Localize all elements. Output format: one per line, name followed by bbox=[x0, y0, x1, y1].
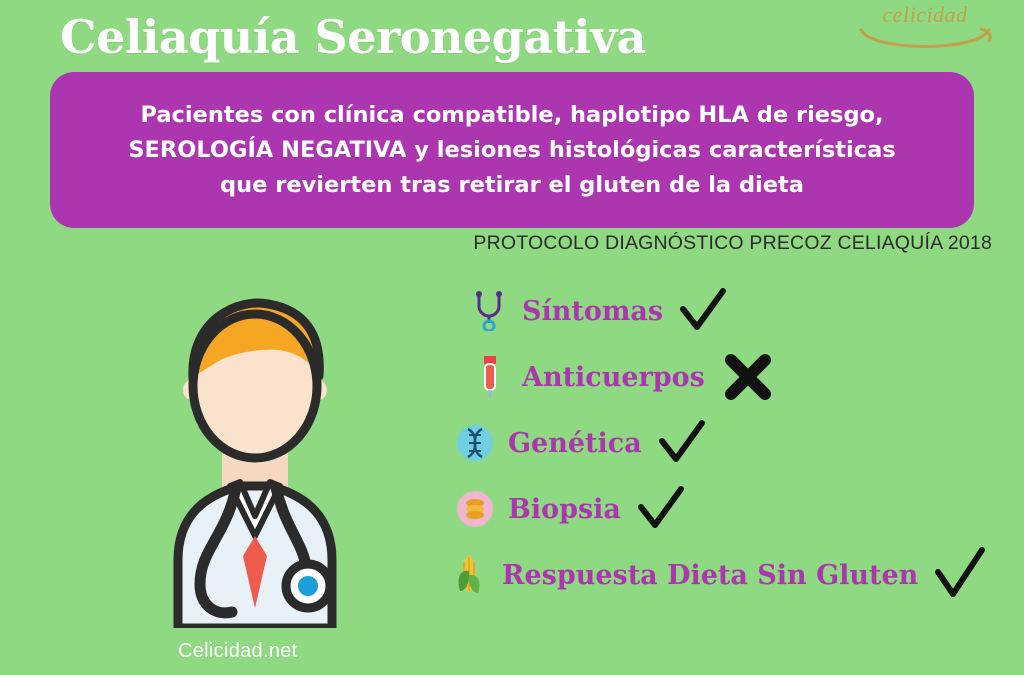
doctor-illustration bbox=[90, 268, 420, 628]
protocol-caption: PROTOCOLO DIAGNÓSTICO PRECOZ CELIAQUÍA 2018 bbox=[473, 232, 992, 254]
checklist-label: Síntomas bbox=[522, 295, 664, 327]
corn-icon bbox=[446, 553, 492, 597]
checklist-item-respuesta-dieta bbox=[446, 544, 1012, 606]
biopsy-sample-icon bbox=[452, 490, 498, 528]
definition-line-3: que revierten tras retirar el gluten de la dieta bbox=[220, 171, 804, 198]
check-mark-icon bbox=[677, 285, 729, 337]
check-mark-icon bbox=[635, 483, 687, 535]
checklist-item-sintomas bbox=[466, 280, 1012, 342]
checklist-label: Genética bbox=[508, 427, 642, 459]
checklist-label: Respuesta Dieta Sin Gluten bbox=[502, 559, 919, 591]
footer-site-label: Celicidad.net bbox=[178, 640, 298, 662]
definition-line-2: SEROLOGÍA NEGATIVA y lesiones histológicas características bbox=[128, 136, 896, 163]
checklist-item-anticuerpos bbox=[466, 346, 1012, 408]
definition-line-1: Pacientes con clínica compatible, haplotipo HLA de riesgo, bbox=[140, 101, 884, 128]
checklist-label: Anticuerpos bbox=[522, 361, 705, 393]
check-mark-icon bbox=[932, 546, 988, 604]
checklist-item-biopsia bbox=[452, 478, 1012, 540]
page-title: Celiaquía Seronegativa bbox=[60, 10, 646, 64]
blood-tube-icon bbox=[466, 354, 512, 400]
checklist-item-genetica bbox=[452, 412, 1012, 474]
checklist-label: Biopsia bbox=[508, 493, 621, 525]
celicidad-logo bbox=[850, 2, 1000, 60]
definition-box bbox=[50, 72, 974, 228]
cross-mark-icon bbox=[719, 348, 777, 406]
diagnostic-checklist bbox=[452, 280, 1012, 610]
logo-text: celicidad bbox=[882, 2, 968, 27]
check-mark-icon bbox=[656, 417, 708, 469]
logo-swoosh-icon bbox=[855, 26, 995, 54]
stethoscope-icon bbox=[466, 291, 512, 331]
dna-icon bbox=[452, 424, 498, 462]
